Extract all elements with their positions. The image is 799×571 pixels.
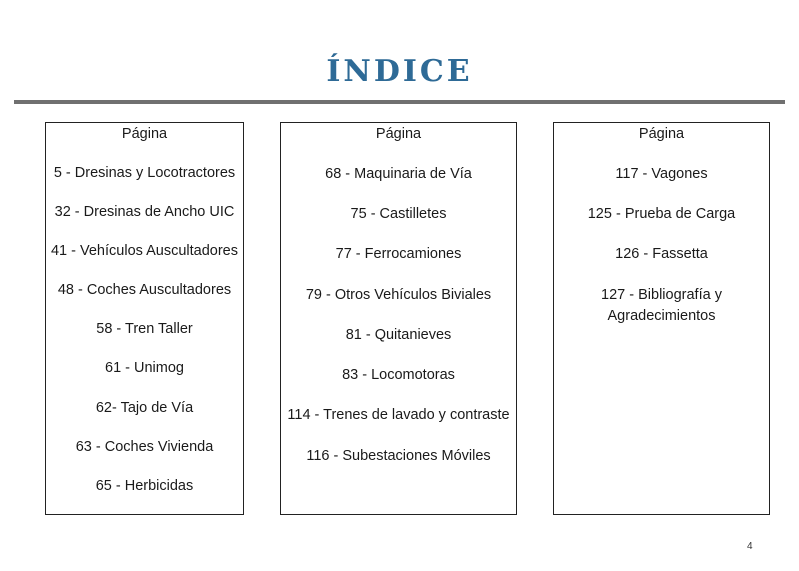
column-header: Página	[375, 126, 422, 142]
index-column-1	[45, 122, 244, 515]
index-entry: 81 - Quitanieves	[345, 327, 452, 343]
index-entry: 75 - Castilletes	[350, 206, 447, 222]
index-column-3	[553, 122, 770, 515]
index-entry: 65 - Herbicidas	[95, 478, 194, 494]
index-entry: 41 - Vehículos Auscultadores	[50, 243, 238, 259]
index-entry: 48 - Coches Auscultadores	[57, 282, 232, 298]
index-entry: 125 - Prueba de Carga	[587, 206, 736, 222]
index-column-2	[280, 122, 517, 515]
index-entry: 114 - Trenes de lavado y contraste	[287, 407, 510, 423]
index-entry: 117 - Vagones	[615, 166, 708, 182]
title-divider	[14, 100, 785, 104]
column-header: Página	[121, 126, 168, 142]
index-entry: 58 - Tren Taller	[96, 321, 193, 337]
index-entry: 116 - Subestaciones Móviles	[306, 448, 491, 464]
index-entry: 127 - Bibliografía y	[601, 287, 722, 303]
index-entry: 79 - Otros Vehículos Biviales	[305, 287, 492, 303]
column-header: Página	[638, 126, 685, 142]
index-entry: 62- Tajo de Vía	[95, 400, 194, 416]
page-number: 4	[747, 541, 753, 552]
index-entry: 77 - Ferrocamiones	[335, 246, 462, 262]
index-entry: 61 - Unimog	[105, 360, 184, 376]
page-title: ÍNDICE	[326, 54, 473, 89]
index-entry: 68 - Maquinaria de Vía	[325, 166, 472, 182]
index-entry: 83 - Locomotoras	[342, 367, 455, 383]
index-entry: 63 - Coches Vivienda	[75, 439, 214, 455]
index-entry: 126 - Fassetta	[615, 246, 708, 262]
index-entry: Agradecimientos	[607, 308, 716, 324]
index-entry: 5 - Dresinas y Locotractores	[53, 165, 236, 181]
index-entry: 32 - Dresinas de Ancho UIC	[54, 204, 235, 220]
